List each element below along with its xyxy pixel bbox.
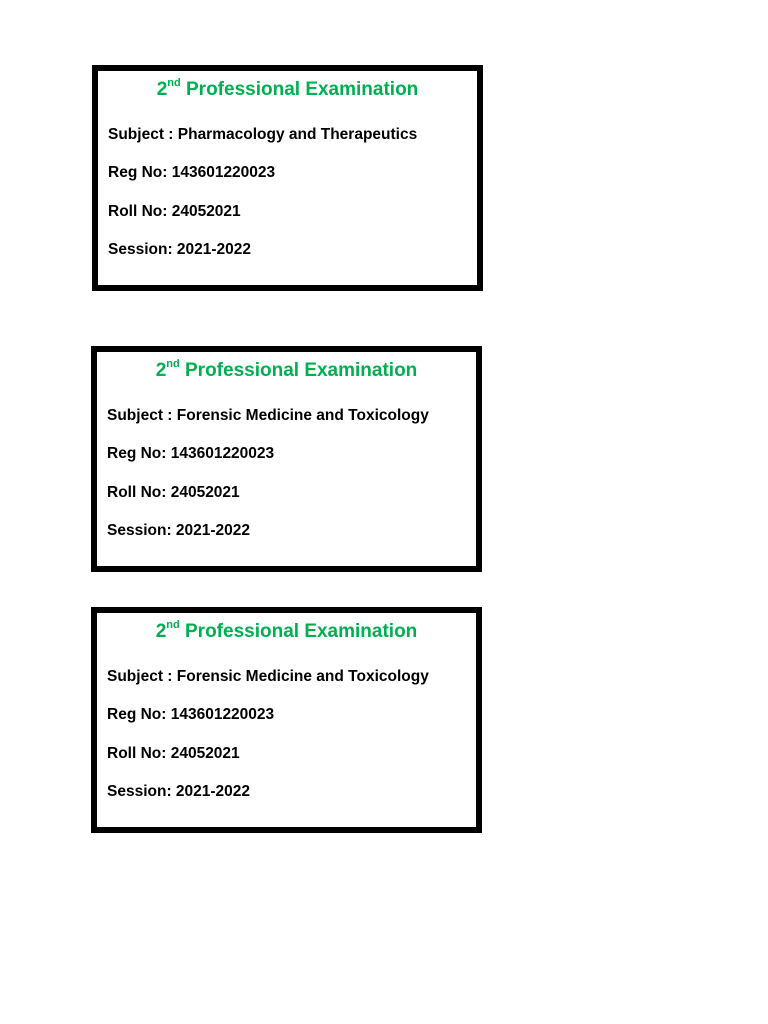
roll-no-field: Roll No: 24052021 xyxy=(107,745,240,762)
subject-field: Subject : Pharmacology and Therapeutics xyxy=(108,126,418,143)
title-number: 2 xyxy=(156,79,168,100)
reg-no-field: Reg No: 143601220023 xyxy=(108,164,276,181)
subject-field: Subject : Forensic Medicine and Toxicology xyxy=(107,668,429,685)
title-ordinal-suffix: nd xyxy=(166,358,180,370)
exam-title xyxy=(97,621,476,643)
session-field: Session: 2021-2022 xyxy=(107,522,251,539)
roll-no-field: Roll No: 24052021 xyxy=(108,203,241,220)
reg-no-field: Reg No: 143601220023 xyxy=(107,445,275,462)
roll-no-field: Roll No: 24052021 xyxy=(107,484,240,501)
session-field: Session: 2021-2022 xyxy=(107,783,251,800)
exam-label-card xyxy=(92,65,483,291)
exam-label-card xyxy=(91,607,482,833)
title-number: 2 xyxy=(155,360,167,381)
session-field: Session: 2021-2022 xyxy=(108,241,252,258)
exam-title xyxy=(97,360,476,382)
title-number: 2 xyxy=(155,621,167,642)
exam-label-card xyxy=(91,346,482,572)
title-text: Professional Examination xyxy=(179,621,418,642)
title-text: Professional Examination xyxy=(179,360,418,381)
exam-title xyxy=(98,79,477,101)
title-ordinal-suffix: nd xyxy=(166,619,180,631)
title-ordinal-suffix: nd xyxy=(167,77,181,89)
title-text: Professional Examination xyxy=(180,79,419,100)
subject-field: Subject : Forensic Medicine and Toxicology xyxy=(107,407,429,424)
reg-no-field: Reg No: 143601220023 xyxy=(107,706,275,723)
